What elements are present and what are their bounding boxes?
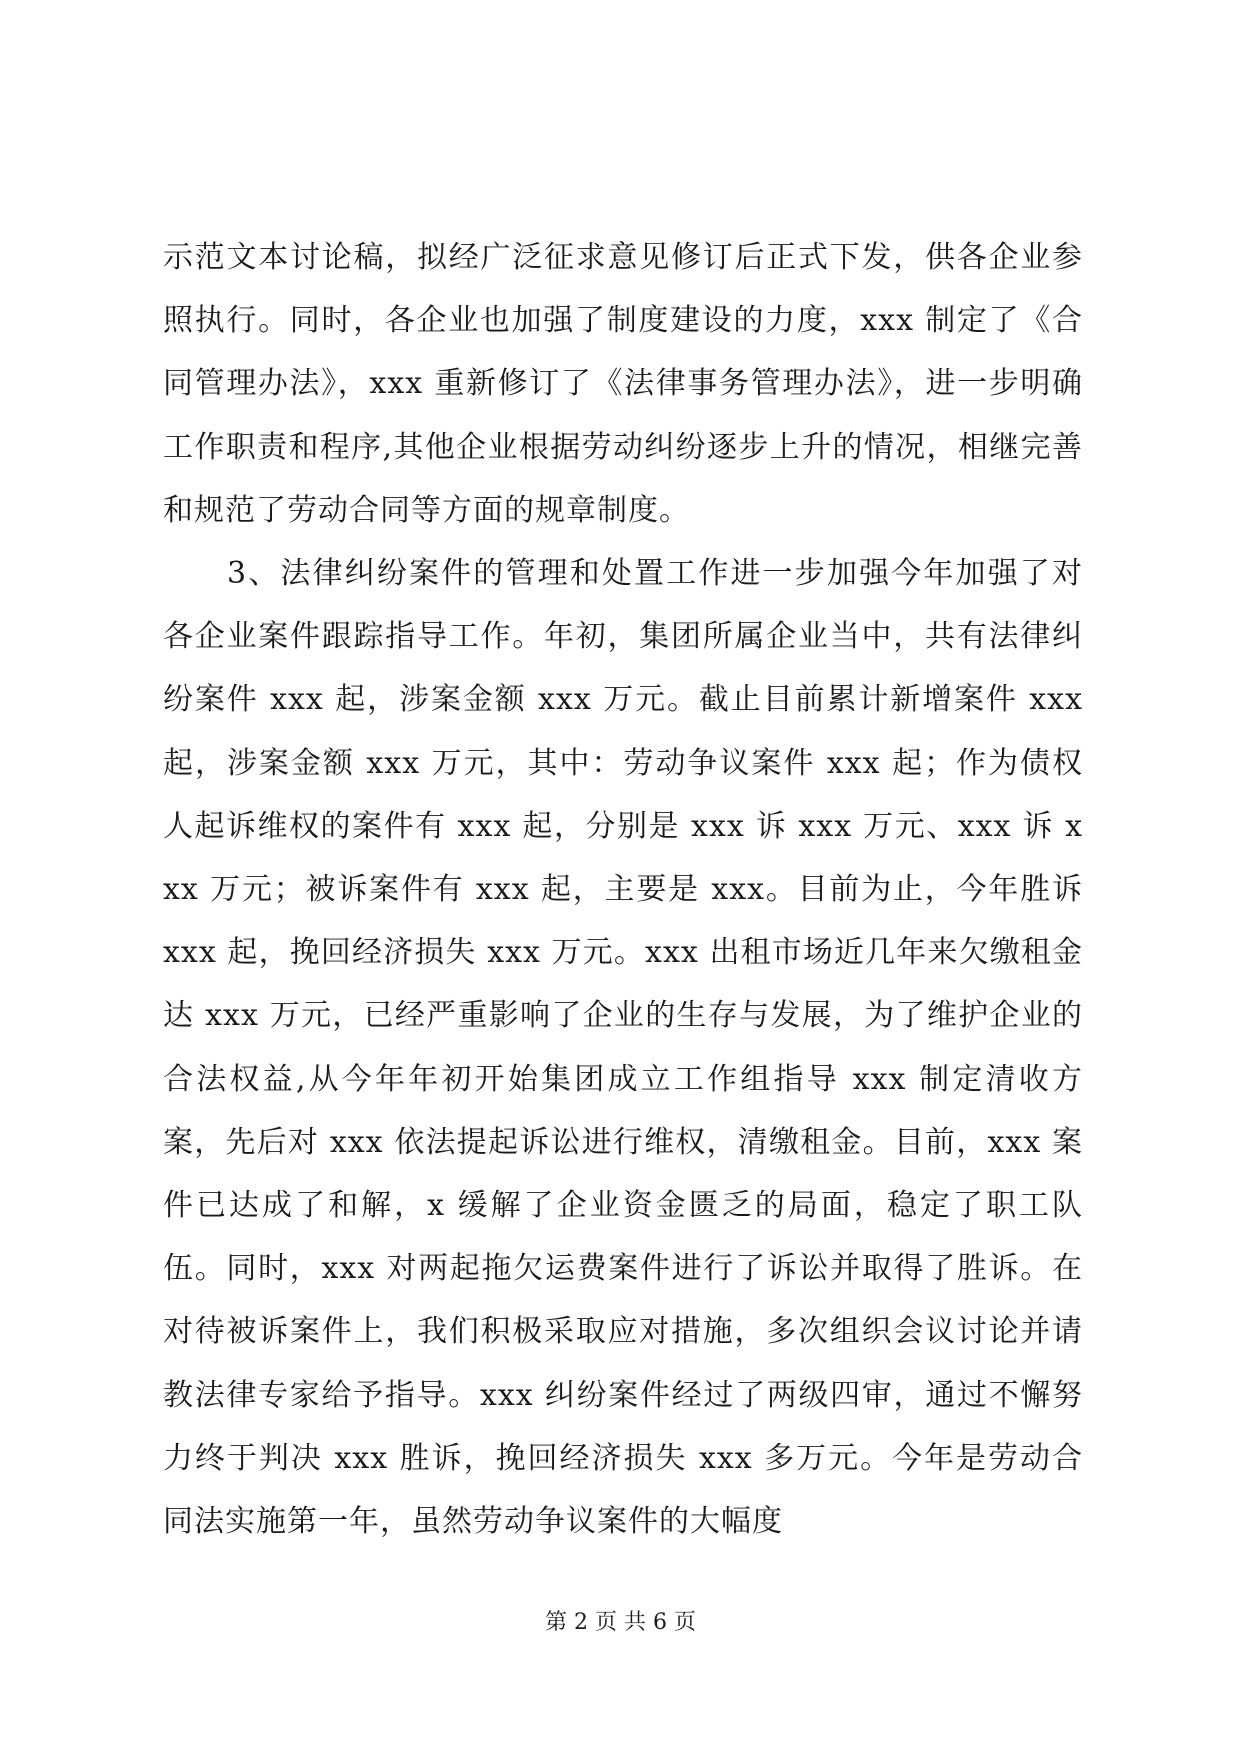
paragraph-continued: 示范文本讨论稿，拟经广泛征求意见修订后正式下发，供各企业参照执行。同时，各企业也加强了制度建设的力度，xxx 制定了《合同管理办法》，xxx 重新修订了《法律事务管理办法》，进一步明确工作职责和程序,其他企业根据劳动纠纷逐步上升的情况，相继完善和规范了劳动合同等方面的规章制度。 (163, 240, 1083, 528)
page-footer: 第 2 页 共 6 页 (545, 1610, 696, 1635)
paragraph-legal-disputes: 3、法律纠纷案件的管理和处置工作进一步加强今年加强了对各企业案件跟踪指导工作。年初，集团所属企业当中，共有法律纠纷案件 xxx 起，涉案金额 xxx 万元。截止目前累计新增案件 xxx 起，涉案金额 xxx 万元，其中：劳动争议案件 xxx 起；作为债权人起诉维权的案件有 xxx 起，分别是 xxx 诉 xxx 万元、xxx 诉 xxx 万元；被诉案件有 xxx 起，主要是 xxx。目前为止，今年胜诉 xxx 起，挽回经济损失 xxx 万元。xxx 出租市场近几年来欠缴租金达 xxx 万元，已经严重影响了企业的生存与发展，为了维护企业的合法权益,从今年年初开始集团成立工作组指导 xxx 制定清收方案，先后对 xxx 依法提起诉讼进行维权，清缴租金。目前，xxx 案件已达成了和解，x 缓解了企业资金匮乏的局面，稳定了职工队伍。同时，xxx 对两起拖欠运费案件进行了诉讼并取得了胜诉。在对待被诉案件上，我们积极采取应对措施，多次组织会议讨论并请教法律专家给予指导。xxx 纠纷案件经过了两级四审，通过不懈努力终于判决 xxx 胜诉，挽回经济损失 xxx 多万元。今年是劳动合同法实施第一年，虽然劳动争议案件的大幅度 (163, 556, 1094, 1540)
document-body (163, 226, 1094, 1553)
